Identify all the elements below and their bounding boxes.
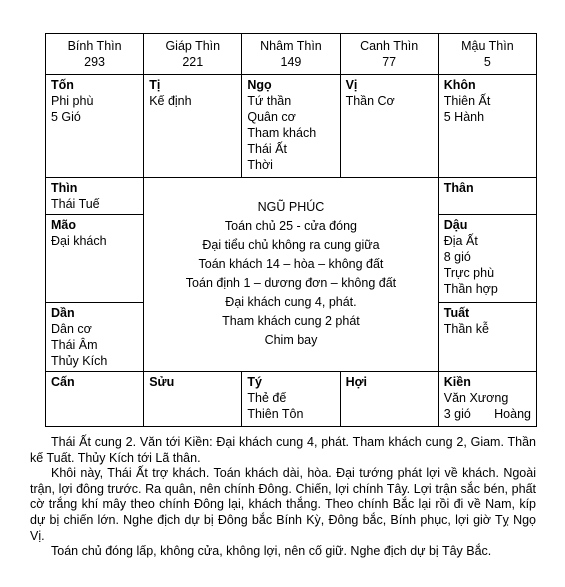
- header-name: Bính Thìn: [67, 39, 122, 53]
- header-name: Giáp Thìn: [165, 39, 221, 53]
- palace-line: 5 Gió: [51, 110, 81, 124]
- palace-name: Khôn: [443, 78, 476, 92]
- header-cell: [144, 34, 242, 75]
- palace-dan: [46, 303, 144, 372]
- palace-mao: [46, 215, 144, 303]
- palace-khon: [438, 75, 536, 178]
- header-cell: [340, 34, 438, 75]
- header-cell: [438, 34, 536, 75]
- palace-grid: [45, 33, 537, 427]
- center-line: Đại tiểu chủ không ra cung giữa: [202, 238, 380, 252]
- palace-line: Thiên Tôn: [247, 407, 304, 421]
- palace-ngo: [242, 75, 340, 178]
- center-title: NGŨ PHÚC: [257, 200, 325, 214]
- palace-bottom-right: Hoàng: [494, 407, 531, 421]
- palace-name: Tuất: [443, 306, 470, 320]
- header-name: Nhâm Thìn: [260, 39, 322, 53]
- palace-name: Mão: [51, 218, 76, 232]
- palace-suu: [144, 372, 242, 427]
- header-value: 221: [182, 55, 204, 69]
- palace-line: Trực phù: [443, 266, 495, 280]
- palace-line: Thái Âm: [51, 338, 98, 352]
- palace-thin: [46, 178, 144, 215]
- header-value: 77: [382, 55, 397, 69]
- palace-name: Cấn: [51, 375, 75, 389]
- palace-ton: [46, 75, 144, 178]
- header-name: Canh Thìn: [360, 39, 419, 53]
- palace-line: Thiên Ất: [443, 94, 491, 108]
- notes-section: [30, 435, 536, 560]
- header-value: 293: [84, 55, 106, 69]
- palace-name: Tý: [247, 375, 262, 389]
- palace-line: Địa Ất: [443, 234, 478, 248]
- palace-name: Thìn: [51, 181, 78, 195]
- palace-line: Thủy Kích: [51, 354, 108, 368]
- palace-can: [46, 372, 144, 427]
- palace-line: Kế định: [149, 94, 192, 108]
- palace-name: Kiền: [443, 375, 471, 389]
- palace-name: Dần: [51, 306, 75, 320]
- palace-name: Tị: [149, 78, 161, 92]
- palace-line: Thần Cơ: [345, 94, 395, 108]
- palace-line: Thần kễ: [443, 322, 489, 336]
- palace-vi: [340, 75, 438, 178]
- center-line: Toán khách 14 – hòa – không đất: [198, 257, 384, 271]
- header-value: 5: [483, 55, 491, 69]
- palace-kien: [438, 372, 536, 427]
- palace-dau: [438, 215, 536, 303]
- palace-line: 8 gió: [443, 250, 471, 264]
- palace-line: Tham khách: [247, 126, 317, 140]
- palace-line: Văn Xương: [443, 391, 509, 405]
- palace-line: 5 Hành: [443, 110, 485, 124]
- palace-name: Ngọ: [247, 78, 272, 92]
- palace-hoi: [340, 372, 438, 427]
- center-line: Tham khách cung 2 phát: [222, 314, 360, 328]
- note-paragraph: Toán chủ đóng lấp, không cửa, không lợi, nên cố giữ. Nghe địch dự bị Tây Bắc.: [51, 544, 492, 559]
- palace-line: Thái Ất: [247, 142, 287, 156]
- header-cell: [46, 34, 144, 75]
- palace-name: Vị: [345, 78, 358, 92]
- palace-tuat: [438, 303, 536, 372]
- palace-ti: [144, 75, 242, 178]
- palace-line: Thần hợp: [443, 282, 498, 296]
- note-paragraph: Thái Ất cung 2. Văn tới Kiền: Đại khách cung 4, phát. Tham khách cung 2, Giam. Thần kế Tuất. Thủy Kích tới Lã thân.: [30, 435, 536, 465]
- center-panel: [144, 178, 439, 372]
- note-paragraph: Khôi này, Thái Ất trợ khách. Toán khách dài, hòa. Đại tướng phát lợi về khách. Ngoài trận, lợi đông trước. Ra quân, nên chính Đông. Chiến, lợi chính Tây. Lợi trận sắc bén, phất cờ trắng khí mây theo chính Đông lại, khách thắng. Theo chính Bắc lại rồi đi về Nam, kíp dự bị chiến lớn. Nghe địch dự bị Đông bắc Bính Kỳ, Đông bắc, Bính phục, lợi giờ Tỵ Ngọ Vị.: [30, 466, 536, 543]
- header-name: Mậu Thìn: [461, 39, 514, 53]
- palace-line: Quân cơ: [247, 110, 296, 124]
- palace-bottom-left: 3 gió: [443, 407, 471, 421]
- center-line: Chim bay: [264, 333, 318, 347]
- palace-name: Thân: [443, 181, 474, 195]
- palace-ty: [242, 372, 340, 427]
- header-cell: [242, 34, 340, 75]
- palace-name: Tốn: [51, 78, 74, 92]
- palace-bottom-line: [444, 406, 531, 422]
- palace-line: Đại khách: [51, 234, 107, 248]
- palace-than: [438, 178, 536, 215]
- palace-line: Phi phù: [51, 94, 94, 108]
- header-value: 149: [280, 55, 302, 69]
- palace-line: Dân cơ: [51, 322, 92, 336]
- palace-name: Dậu: [443, 218, 468, 232]
- palace-line: Thời: [247, 158, 273, 172]
- center-line: Toán chủ 25 - cửa đóng: [224, 219, 357, 233]
- palace-name: Hợi: [345, 375, 367, 389]
- center-line: Đại khách cung 4, phát.: [225, 295, 357, 309]
- palace-name: Sửu: [149, 375, 175, 389]
- palace-line: Thẻ đế: [247, 391, 287, 405]
- palace-line: Tứ thần: [247, 94, 292, 108]
- palace-line: Thái Tuế: [51, 197, 100, 211]
- center-line: Toán định 1 – dương đơn – không đất: [185, 276, 397, 290]
